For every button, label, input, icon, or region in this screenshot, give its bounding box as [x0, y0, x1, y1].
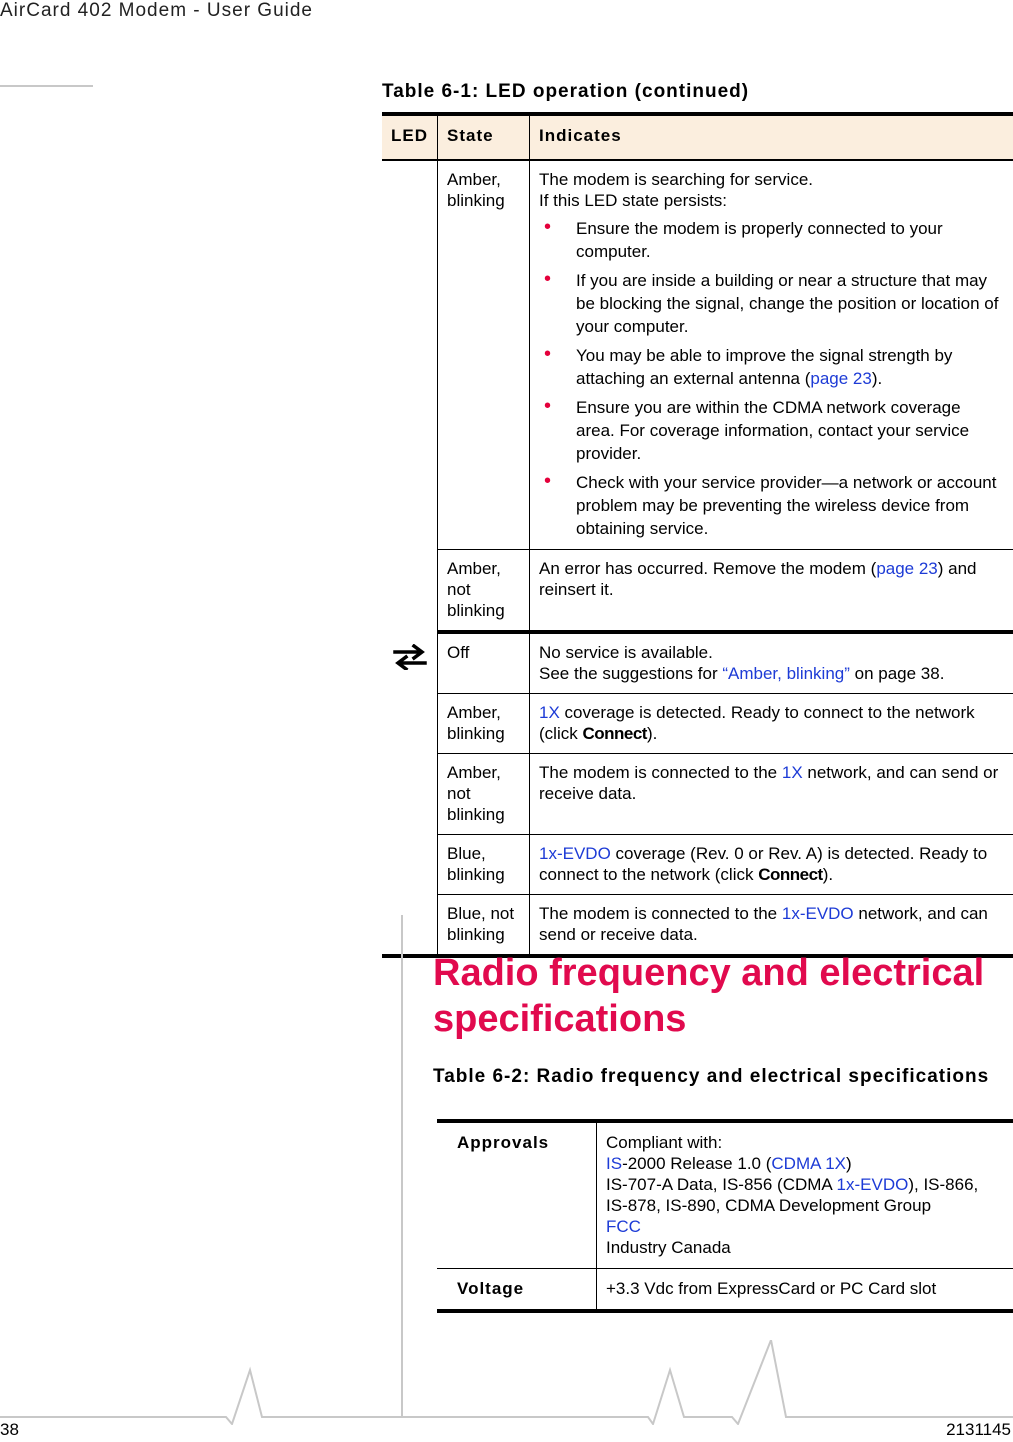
column-header-indicates: Indicates: [530, 114, 1013, 160]
table-1-caption: Table 6-1: LED operation (continued): [382, 81, 750, 102]
indicates-text: coverage is detected. Ready to connect to the network (click: [539, 703, 975, 743]
indicates-text: ).: [822, 865, 834, 884]
row-label-approvals: Approvals: [437, 1121, 597, 1269]
table-row: [382, 694, 1013, 754]
glossary-link-is[interactable]: IS: [606, 1154, 623, 1173]
list-item: • If you are inside a building or near a structure that may be blocking the signal, change the position or location of your computer.: [539, 269, 1004, 338]
table-row: [382, 895, 1013, 957]
state-cell: Amber, blinking: [438, 160, 530, 550]
table-row: [382, 550, 1013, 633]
table-row: [437, 1269, 1013, 1312]
network-arrows-icon: [393, 644, 427, 670]
column-header-state: State: [438, 114, 530, 160]
page-number: 38: [0, 1420, 19, 1439]
state-cell: Blue, not blinking: [438, 895, 530, 957]
indicates-text: No service is available.: [539, 643, 713, 662]
indicates-text: ).: [646, 724, 658, 743]
indicates-text: network, and can send or receive data.: [539, 763, 999, 803]
glossary-link-cdma-1x[interactable]: CDMA 1X: [771, 1154, 847, 1173]
indicates-text: network, and can send or receive data.: [539, 904, 988, 944]
state-cell: Amber, not blinking: [438, 550, 530, 633]
connect-ui-label: Connect: [582, 724, 647, 743]
indicates-text: on page 38.: [849, 664, 945, 683]
spec-text: Compliant with:: [606, 1133, 723, 1152]
glossary-link-evdo[interactable]: 1x-EVDO: [781, 904, 854, 923]
indicates-cell: [530, 160, 1013, 550]
indicates-text: If this LED state persists:: [539, 191, 728, 210]
glossary-link-evdo[interactable]: 1x-EVDO: [539, 844, 611, 863]
spec-text: Industry Canada: [606, 1238, 731, 1257]
spec-text: ), IS-866, IS-878, IS-890, CDMA Development Group: [606, 1175, 979, 1215]
list-item: • Check with your service provider—a network or account problem may be preventing the wireless device from obtaining service.: [539, 471, 1004, 540]
indicates-text: See the suggestions for: [539, 664, 723, 683]
table-row: [382, 754, 1013, 835]
indicates-cell: [530, 550, 1013, 633]
list-item-text: ).: [871, 369, 883, 388]
state-cell: Amber, blinking: [438, 694, 530, 754]
list-item: [539, 344, 1004, 390]
approvals-cell: [597, 1121, 1013, 1269]
indicates-cell: [530, 632, 1013, 694]
voltage-cell: +3.3 Vdc from ExpressCard or PC Card slot: [597, 1269, 1013, 1312]
document-number: 2131145: [946, 1420, 1011, 1439]
glossary-link-fcc[interactable]: FCC: [606, 1217, 641, 1236]
margin-rule: [0, 85, 93, 87]
led-cell-network: [382, 632, 438, 956]
list-item-text: You may be able to improve the signal strength by attaching an external antenna (: [576, 346, 953, 388]
glossary-link-evdo[interactable]: 1x-EVDO: [836, 1175, 909, 1194]
page-link[interactable]: page 23: [810, 369, 872, 388]
glossary-link-1x[interactable]: 1X: [781, 763, 803, 782]
indicates-text: ) and reinsert it.: [539, 559, 977, 599]
indicates-text: The modem is connected to the: [539, 763, 782, 782]
table-row: [382, 835, 1013, 895]
indicates-text: The modem is connected to the: [539, 904, 782, 923]
row-label-voltage: Voltage: [437, 1269, 597, 1312]
state-cell: Amber, not blinking: [438, 754, 530, 835]
spec-text: ): [846, 1154, 852, 1173]
led-cell-blank: [382, 160, 438, 632]
indicates-cell: [530, 754, 1013, 835]
bullet-list: [539, 217, 1004, 540]
table-2-caption: Table 6-2: Radio frequency and electrical specifications: [433, 1066, 990, 1087]
table-header-row: [382, 114, 1013, 160]
state-cell: Off: [438, 632, 530, 694]
indicates-text: coverage (Rev. 0 or Rev. A) is detected. Ready to connect to the network (click: [539, 844, 988, 884]
connect-ui-label: Connect: [758, 865, 823, 884]
running-header: AirCard 402 Modem - User Guide: [0, 0, 313, 21]
indicates-cell: [530, 895, 1013, 957]
list-item: • Ensure you are within the CDMA network coverage area. For coverage information, contact your service provider.: [539, 396, 1004, 465]
section-heading: Radio frequency and electrical specifications: [433, 952, 985, 1040]
spec-text: IS-707-A Data, IS-856 (CDMA: [606, 1175, 837, 1194]
table-row: [382, 632, 1013, 694]
rf-electrical-spec-table: [437, 1119, 1013, 1313]
indicates-text: An error has occurred. Remove the modem (: [539, 559, 877, 578]
spec-text: -2000 Release 1.0 (: [622, 1154, 772, 1173]
glossary-link-1x[interactable]: 1X: [539, 703, 560, 722]
footer-waveform-line: [0, 1340, 1013, 1425]
list-item: • Ensure the modem is properly connected to your computer.: [539, 217, 1004, 263]
table-row: [437, 1121, 1013, 1269]
state-cell: Blue, blinking: [438, 835, 530, 895]
indicates-cell: [530, 694, 1013, 754]
indicates-text: The modem is searching for service.: [539, 170, 813, 189]
cross-reference-link[interactable]: “Amber, blinking”: [722, 664, 850, 683]
page-link[interactable]: page 23: [876, 559, 938, 578]
table-row: [382, 160, 1013, 550]
led-operation-table: [382, 112, 1013, 958]
column-header-led: LED: [382, 114, 438, 160]
indicates-cell: [530, 835, 1013, 895]
